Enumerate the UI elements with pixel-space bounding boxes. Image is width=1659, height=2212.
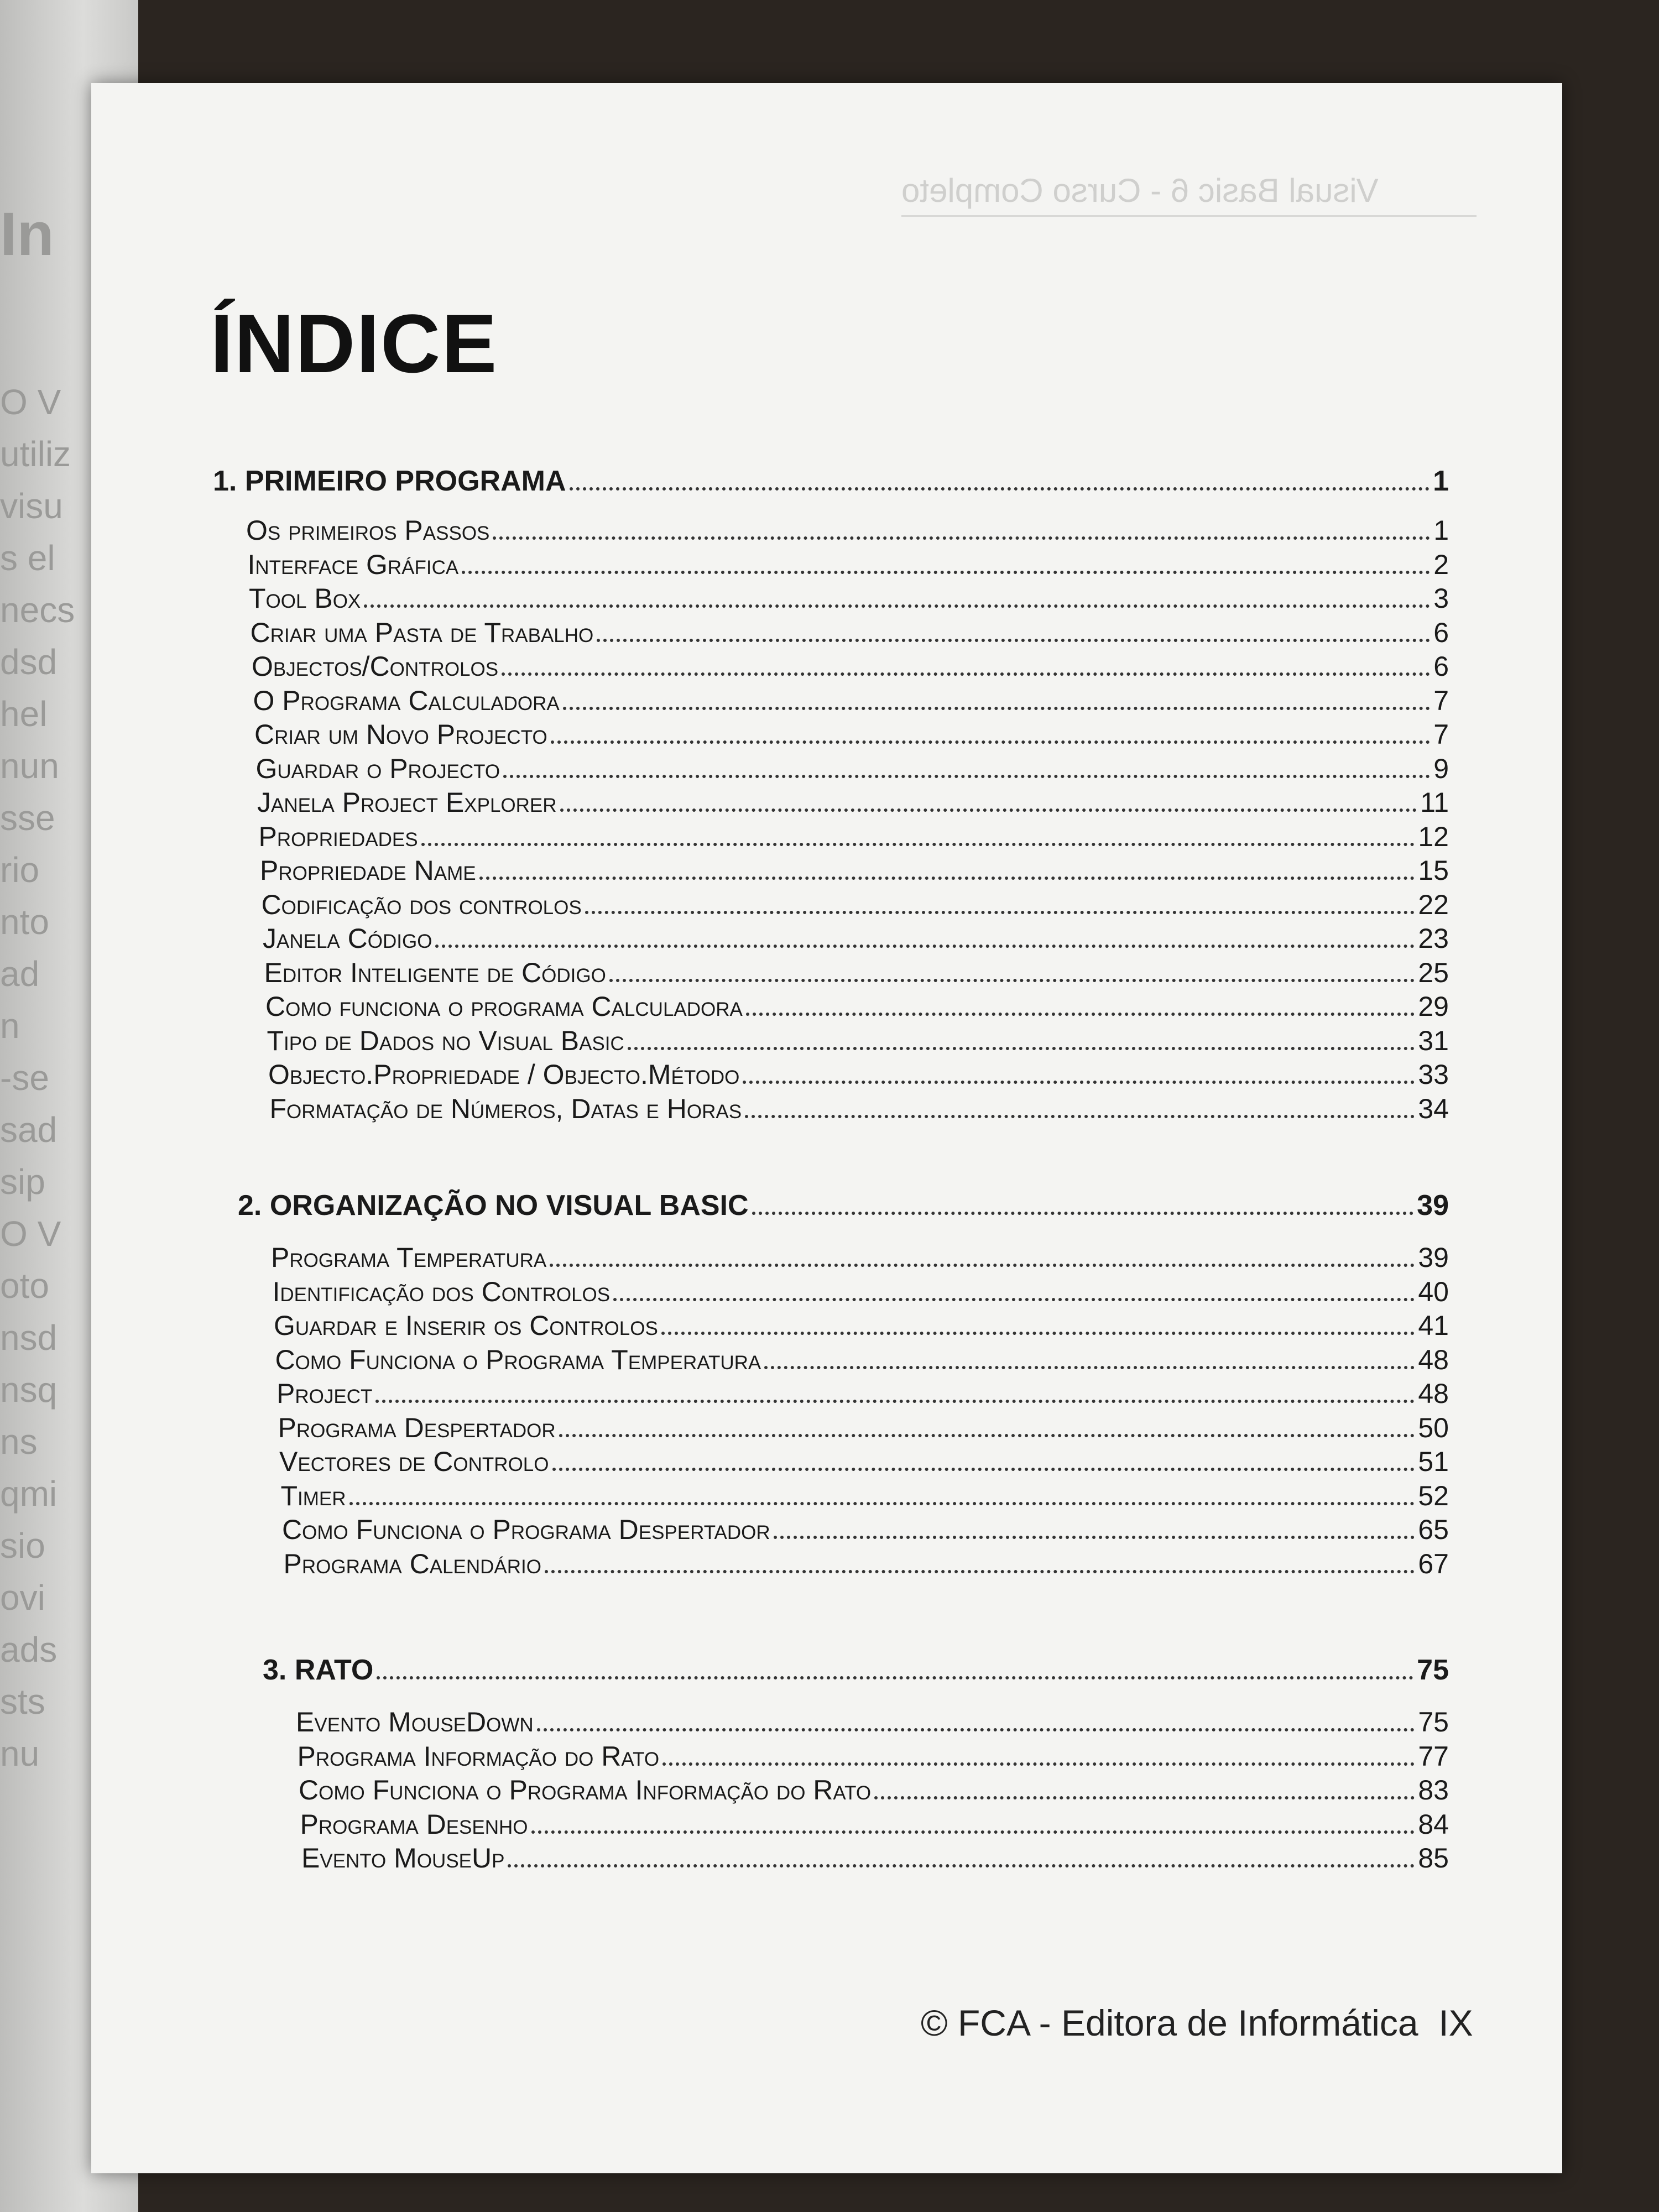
facing-page-fragment: dsd — [0, 642, 58, 682]
entry-title: Janela Project Explorer — [257, 787, 557, 818]
chapter-page: 39 — [1417, 1190, 1449, 1222]
chapter-page: 75 — [1417, 1654, 1449, 1686]
entry-page: 84 — [1418, 1808, 1449, 1840]
entry-title: Project — [276, 1378, 373, 1409]
facing-page-fragment: sts — [0, 1682, 45, 1721]
dot-leader — [503, 775, 1430, 778]
facing-page-fragment: ads — [0, 1630, 58, 1670]
entry-title: Programa Calendário — [283, 1548, 541, 1579]
dot-leader — [479, 877, 1415, 880]
dot-leader — [661, 1332, 1415, 1335]
toc-chapter[interactable] — [263, 1653, 1449, 1687]
entry-page: 39 — [1418, 1242, 1449, 1273]
dot-leader — [752, 1212, 1414, 1215]
entry-title: Guardar o Projecto — [255, 753, 500, 784]
facing-page-fragment: necs — [0, 590, 75, 630]
entry-title: Os primeiros Passos — [246, 515, 490, 546]
facing-page-fragment: n — [0, 1006, 20, 1046]
toc-entry[interactable] — [271, 1241, 1449, 1274]
dot-leader — [462, 571, 1430, 574]
dot-leader — [508, 1864, 1415, 1867]
entry-title: Tool Box — [249, 583, 361, 614]
toc-entry[interactable] — [298, 1740, 1449, 1772]
toc-entry[interactable] — [267, 1025, 1449, 1057]
dot-leader — [551, 740, 1431, 744]
dot-leader — [377, 1676, 1413, 1679]
chapter-title: 3. RATO — [263, 1654, 374, 1686]
entry-page: 2 — [1433, 549, 1449, 580]
entry-page: 11 — [1420, 787, 1449, 818]
dot-leader — [585, 911, 1415, 914]
dot-leader — [609, 979, 1415, 982]
dot-leader — [613, 1298, 1415, 1301]
toc-entry[interactable] — [246, 514, 1449, 546]
toc-entry[interactable] — [282, 1514, 1449, 1546]
entry-page: 12 — [1418, 821, 1449, 852]
toc-entry[interactable] — [256, 753, 1449, 785]
dot-leader — [560, 808, 1417, 812]
entry-page: 22 — [1418, 889, 1449, 920]
dot-leader — [743, 1081, 1415, 1084]
toc-entry[interactable] — [278, 1412, 1449, 1444]
entry-title: Objecto.Propriedade / Objecto.Método — [268, 1059, 740, 1090]
facing-page-fragment: In — [0, 200, 54, 268]
dot-leader — [597, 639, 1430, 642]
toc-entry[interactable] — [253, 685, 1449, 717]
entry-page: 40 — [1418, 1276, 1449, 1307]
page-number: IX — [1438, 2002, 1473, 2043]
toc-chapter[interactable] — [238, 1189, 1449, 1222]
entry-page: 50 — [1418, 1412, 1449, 1443]
table-of-contents — [91, 83, 1562, 2074]
entry-page: 7 — [1433, 685, 1449, 716]
dot-leader — [502, 672, 1430, 676]
facing-page-fragment: nsd — [0, 1318, 58, 1358]
facing-page-fragment: sad — [0, 1110, 58, 1150]
entry-page: 65 — [1418, 1514, 1449, 1545]
facing-page-fragment: -se — [0, 1058, 49, 1098]
entry-page: 77 — [1418, 1740, 1449, 1772]
chapter-title: 2. ORGANIZAÇÃO NO VISUAL BASIC — [238, 1190, 749, 1222]
entry-title: Criar uma Pasta de Trabalho — [250, 617, 594, 648]
dot-leader — [746, 1013, 1415, 1016]
entry-title: Formatação de Números, Datas e Horas — [269, 1093, 742, 1124]
facing-page-fragment: oto — [0, 1266, 49, 1306]
dot-leader — [375, 1400, 1415, 1403]
toc-entry[interactable] — [257, 786, 1449, 818]
entry-page: 15 — [1418, 855, 1449, 886]
entry-page: 3 — [1433, 583, 1449, 614]
entry-title: Como funciona o programa Calculadora — [265, 991, 743, 1022]
entry-title: Vectores de Controlo — [279, 1446, 549, 1477]
toc-entry[interactable] — [281, 1480, 1449, 1512]
dot-leader — [364, 604, 1430, 608]
entry-title: Objectos/Controlos — [252, 651, 499, 682]
entry-title: Evento MouseDown — [296, 1707, 534, 1738]
facing-page-fragment: s el — [0, 538, 55, 578]
entry-page: 52 — [1418, 1480, 1449, 1511]
chapter-title: 1. PRIMEIRO PROGRAMA — [213, 465, 566, 497]
running-header: Visual Basic 6 - Curso Completo — [901, 171, 1477, 217]
entry-page: 23 — [1418, 923, 1449, 954]
entry-page: 6 — [1433, 617, 1449, 648]
entry-title: Programa Temperatura — [271, 1242, 547, 1273]
toc-entry[interactable] — [248, 549, 1449, 581]
entry-title: Editor Inteligente de Código — [264, 957, 606, 988]
entry-page: 75 — [1418, 1707, 1449, 1738]
facing-page-fragment: nun — [0, 746, 59, 786]
dot-leader — [628, 1047, 1415, 1050]
dot-leader — [570, 487, 1430, 491]
entry-title: Tipo de Dados no Visual Basic — [267, 1025, 624, 1056]
facing-page-fragment: nto — [0, 902, 49, 942]
toc-entry[interactable] — [252, 650, 1449, 682]
dot-leader — [435, 945, 1415, 948]
toc-entry[interactable] — [270, 1093, 1449, 1125]
facing-page-fragment: sip — [0, 1162, 45, 1202]
entry-page: 7 — [1433, 719, 1449, 750]
entry-title: Propriedade Name — [260, 855, 476, 886]
entry-page: 51 — [1418, 1446, 1449, 1477]
entry-page: 29 — [1418, 991, 1449, 1022]
entry-title: Programa Informação do Rato — [297, 1740, 660, 1772]
entry-title: Codificação dos controlos — [261, 889, 582, 920]
dot-leader — [563, 707, 1430, 710]
facing-page-fragment: O V — [0, 382, 61, 422]
publisher-credit: © FCA - Editora de Informática — [921, 2002, 1418, 2043]
facing-page-fragment: visu — [0, 486, 63, 526]
entry-title: Timer — [280, 1480, 346, 1511]
dot-leader — [774, 1536, 1415, 1539]
entry-page: 34 — [1418, 1093, 1449, 1124]
entry-title: Como Funciona o Programa Informação do Rato — [299, 1775, 872, 1806]
book-page — [91, 83, 1562, 2173]
dot-leader — [745, 1115, 1415, 1118]
toc-entry[interactable] — [254, 718, 1449, 750]
toc-chapter[interactable] — [213, 465, 1449, 498]
entry-page: 33 — [1418, 1059, 1449, 1090]
entry-title: Criar um Novo Projecto — [254, 719, 547, 750]
entry-title: O Programa Calculadora — [253, 685, 560, 716]
facing-page-fragment: ad — [0, 954, 40, 994]
entry-page: 67 — [1418, 1548, 1449, 1579]
facing-page-fragment: O V — [0, 1214, 61, 1254]
facing-page-fragment: nsq — [0, 1370, 58, 1410]
facing-page-fragment: nu — [0, 1734, 40, 1773]
entry-page: 31 — [1418, 1025, 1449, 1056]
dot-leader — [764, 1366, 1415, 1369]
dot-leader — [531, 1830, 1415, 1834]
dot-leader — [550, 1264, 1415, 1267]
dot-leader — [874, 1796, 1415, 1799]
facing-page-fragment: qmi — [0, 1474, 58, 1514]
toc-entry[interactable] — [284, 1548, 1449, 1580]
entry-page: 9 — [1433, 753, 1449, 784]
dot-leader — [349, 1502, 1415, 1505]
toc-entry[interactable] — [249, 582, 1449, 614]
entry-title: Evento MouseUp — [301, 1843, 505, 1874]
toc-entry[interactable] — [296, 1706, 1449, 1738]
entry-title: Propriedades — [258, 821, 418, 852]
entry-page: 41 — [1418, 1310, 1449, 1341]
facing-page-fragment: ns — [0, 1422, 38, 1462]
footer — [921, 2002, 1473, 2044]
entry-title: Programa Desenho — [300, 1808, 528, 1840]
entry-title: Identificação dos Controlos — [272, 1276, 611, 1307]
facing-page-fragment: hel — [0, 694, 48, 734]
toc-entry[interactable] — [301, 1842, 1449, 1874]
toc-entry[interactable] — [268, 1058, 1449, 1091]
facing-page-fragment: sse — [0, 798, 55, 838]
entry-title: Janela Código — [263, 923, 432, 954]
entry-page: 85 — [1418, 1843, 1449, 1874]
toc-entry[interactable] — [251, 617, 1449, 649]
dot-leader — [552, 1468, 1415, 1471]
toc-entry[interactable] — [279, 1446, 1449, 1478]
dot-leader — [559, 1434, 1415, 1437]
toc-entry[interactable] — [299, 1774, 1449, 1806]
chapter-page: 1 — [1433, 465, 1449, 497]
toc-entry[interactable] — [276, 1378, 1449, 1410]
entry-page: 48 — [1418, 1344, 1449, 1375]
toc-entry[interactable] — [262, 889, 1449, 921]
toc-entry[interactable] — [259, 821, 1449, 853]
dot-leader — [545, 1570, 1415, 1573]
entry-title: Interface Gráfica — [247, 549, 459, 580]
page-title: ÍNDICE — [210, 297, 498, 390]
facing-page-fragment: sio — [0, 1526, 45, 1566]
toc-entry[interactable] — [264, 957, 1449, 989]
facing-page-fragment: utiliz — [0, 434, 71, 474]
dot-leader — [421, 843, 1415, 846]
toc-entry[interactable] — [260, 854, 1449, 886]
toc-entry[interactable] — [265, 990, 1449, 1022]
dot-leader — [662, 1762, 1415, 1766]
toc-entry[interactable] — [300, 1808, 1449, 1840]
toc-entry[interactable] — [263, 922, 1449, 954]
facing-page-fragment: ovi — [0, 1578, 45, 1618]
entry-title: Como Funciona o Programa Temperatura — [275, 1344, 761, 1375]
toc-entry[interactable] — [274, 1310, 1449, 1342]
facing-page-fragment: rio — [0, 850, 40, 890]
toc-entry[interactable] — [273, 1276, 1449, 1308]
entry-page: 25 — [1418, 957, 1449, 988]
dot-leader — [537, 1728, 1415, 1731]
dot-leader — [493, 536, 1430, 540]
entry-page: 83 — [1418, 1775, 1449, 1806]
entry-page: 1 — [1433, 515, 1449, 546]
entry-title: Programa Despertador — [278, 1412, 556, 1443]
entry-page: 48 — [1418, 1378, 1449, 1409]
entry-title: Como Funciona o Programa Despertador — [282, 1514, 770, 1545]
toc-entry[interactable] — [275, 1344, 1449, 1376]
entry-page: 6 — [1433, 651, 1449, 682]
entry-title: Guardar e Inserir os Controlos — [274, 1310, 658, 1341]
